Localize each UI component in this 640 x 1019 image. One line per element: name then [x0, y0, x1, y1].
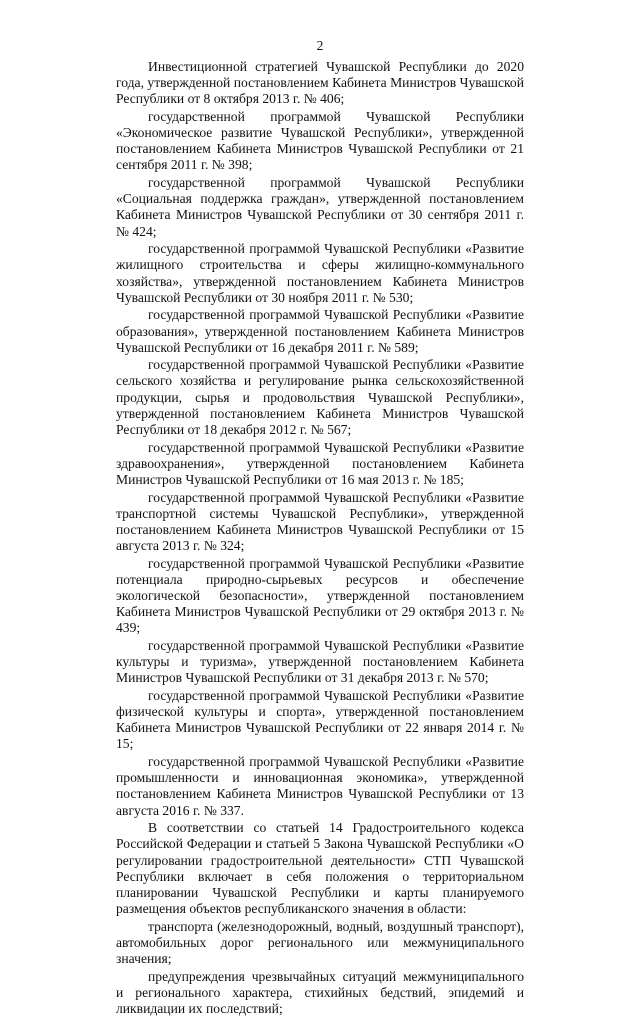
document-body: [116, 59, 524, 1019]
paragraph-program-social-support: государственной программой Чувашской Республики «Социальная поддержка граждан», утвержденной постановлением Кабинета Министров Чувашской Республики от 30 сентября 2011 г. № 424;: [116, 175, 524, 239]
paragraph-program-education: государственной программой Чувашской Республики «Развитие образования», утвержденной постановлением Кабинета Министров Чувашской Республики от 16 декабря 2011 г. № 589;: [116, 307, 524, 355]
paragraph-emergency-area: предупреждения чрезвычайных ситуаций межмуниципального и регионального характера, стихийных бедствий, эпидемий и ликвидации их последствий;: [116, 968, 524, 1016]
paragraph-program-economic-development: государственной программой Чувашской Республики «Экономическое развитие Чувашской Республики», утвержденной постановлением Кабинета Министров Чувашской Республики от 21 сентября 2011 г. № 398;: [116, 108, 524, 173]
paragraph-investment-strategy: Инвестиционной стратегией Чувашской Республики до 2020 года, утвержденной постановлением Кабинета Министров Чувашской Республики от 8 октября 2013 г. № 406;: [116, 59, 524, 107]
paragraph-program-sports: государственной программой Чувашской Республики «Развитие физической культуры и спорта», утвержденной постановлением Кабинета Министров Чувашской Республики от 22 января 2014 г. № 15;: [116, 687, 524, 752]
page-number: 2: [316, 38, 324, 53]
paragraph-territorial-planning: В соответствии со статьей 14 Градостроительного кодекса Российской Федерации и статьей 5 Закона Чувашской Республики «О регулировании градостроительной деятельности» СТП Чувашской Республики включает в себя положения о территориальном планировании Чувашской Республики и карты планируемого размещения объектов республиканского значения в области:: [116, 820, 524, 916]
paragraph-program-natural-resources: государственной программой Чувашской Республики «Развитие потенциала природно-сырьевых ресурсов и обеспечение экологической безопасности», утвержденной постановлением Кабинета Министров Чувашской Республики от 29 октября 2013 г. № 439;: [116, 555, 524, 636]
paragraph-program-agriculture: государственной программой Чувашской Республики «Развитие сельского хозяйства и регулирование рынка сельскохозяйственной продукции, сырья и продовольствия Чувашской Республики», утвержденной постановлением Кабинета Министров Чувашской Республики от 18 декабря 2012 г. № 567;: [116, 357, 524, 437]
paragraph-program-housing: государственной программой Чувашской Республики «Развитие жилищного строительства и сферы жилищно-коммунального хозяйства», утвержденной постановлением Кабинета Министров Чувашской Республики от 30 ноября 2011 г. № 530;: [116, 241, 524, 305]
paragraph-program-culture-tourism: государственной программой Чувашской Республики «Развитие культуры и туризма», утвержденной постановлением Кабинета Министров Чувашской Республики от 31 декабря 2013 г. № 570;: [116, 637, 524, 686]
paragraph-program-transport: государственной программой Чувашской Республики «Развитие транспортной системы Чувашской Республики», утвержденной постановлением Кабинета Министров Чувашской Республики от 15 августа 2013 г. № 324;: [116, 489, 524, 554]
paragraph-program-healthcare: государственной программой Чувашской Республики «Развитие здравоохранения», утвержденной постановлением Кабинета Министров Чувашской Республики от 16 мая 2013 г. № 185;: [116, 439, 524, 487]
paragraph-transport-area: транспорта (железнодорожный, водный, воздушный транспорт), автомобильных дорог регионального или межмуниципального значения;: [116, 918, 524, 966]
paragraph-program-industry: государственной программой Чувашской Республики «Развитие промышленности и инновационная экономика», утвержденной постановлением Кабинета Министров Чувашской Республики от 13 августа 2016 г. № 337.: [116, 754, 524, 818]
